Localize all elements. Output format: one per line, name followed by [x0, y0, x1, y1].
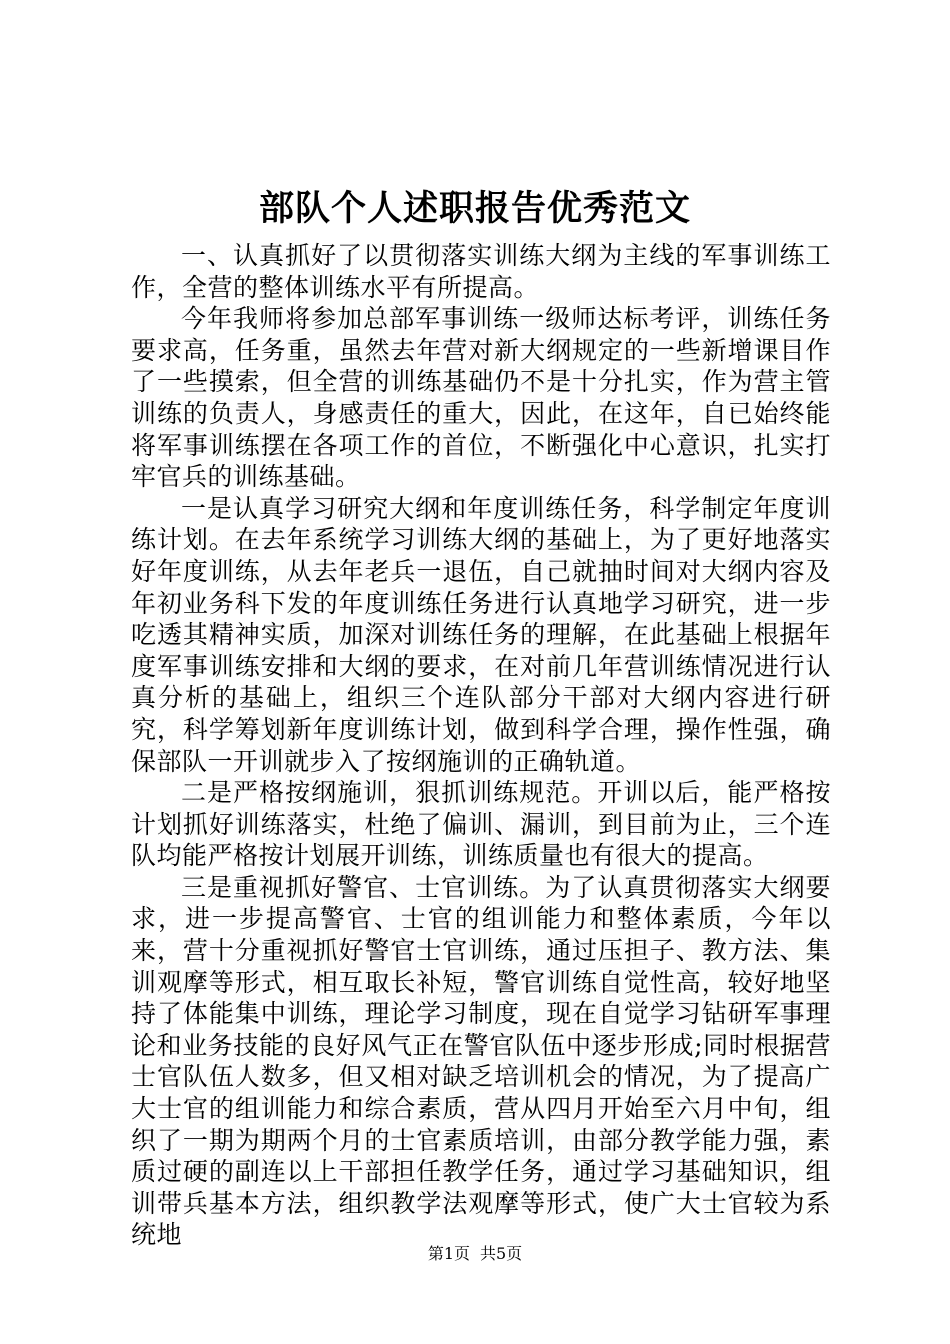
paragraph: 二是严格按纲施训，狠抓训练规范。开训以后，能严格按计划抓好训练落实，杜绝了偏训、漏训，到目前为止，三个连队均能严格按计划展开训练，训练质量也有很大的提高。 [131, 778, 831, 871]
page-total: 共5页 [480, 1244, 523, 1263]
paragraph: 三是重视抓好警官、士官训练。为了认真贯彻落实大纲要求，进一步提高警官、士官的组训能力和整体素质，今年以来，营十分重视抓好警官士官训练，通过压担子、教方法、集训观摩等形式，相互取长补短，警官训练自觉性高，较好地坚持了体能集中训练，理论学习制度，现在自觉学习钻研军事理论和业务技能的良好风气正在警官队伍中逐步形成;同时根据营士官队伍人数多，但又相对缺乏培训机会的情况，为了提高广大士官的组训能力和综合素质，营从四月开始至六月中旬，组织了一期为期两个月的士官素质培训，由部分教学能力强，素质过硬的副连以上干部担任教学任务，通过学习基础知识，组训带兵基本方法，组织教学法观摩等形式，使广大士官较为系统地 [131, 872, 831, 1250]
document-body [131, 240, 831, 1251]
paragraph: 今年我师将参加总部军事训练一级师达标考评，训练任务要求高，任务重，虽然去年营对新大纲规定的一些新增课目作了一些摸索，但全营的训练基础仍不是十分扎实，作为营主管训练的负责人，身感责任的重大，因此，在这年，自已始终能将军事训练摆在各项工作的首位，不断强化中心意识，扎实打牢官兵的训练基础。 [131, 304, 831, 492]
paragraph: 一是认真学习研究大纲和年度训练任务，科学制定年度训练计划。在去年系统学习训练大纲的基础上，为了更好地落实好年度训练，从去年老兵一退伍，自己就抽时间对大纲内容及年初业务科下发的年度训练任务进行认真地学习研究，进一步吃透其精神实质，加深对训练任务的理解，在此基础上根据年度军事训练安排和大纲的要求，在对前几年营训练情况进行认真分析的基础上，组织三个连队部分干部对大纲内容进行研究，科学筹划新年度训练计划，做到科学合理，操作性强，确保部队一开训就步入了按纲施训的正确轨道。 [131, 493, 831, 776]
paragraph: 一、认真抓好了以贯彻落实训练大纲为主线的军事训练工作，全营的整体训练水平有所提高。 [131, 241, 831, 302]
page-number: 第1页 [427, 1244, 470, 1263]
document-title: 部队个人述职报告优秀范文 [258, 188, 691, 229]
page-footer [0, 1244, 950, 1264]
